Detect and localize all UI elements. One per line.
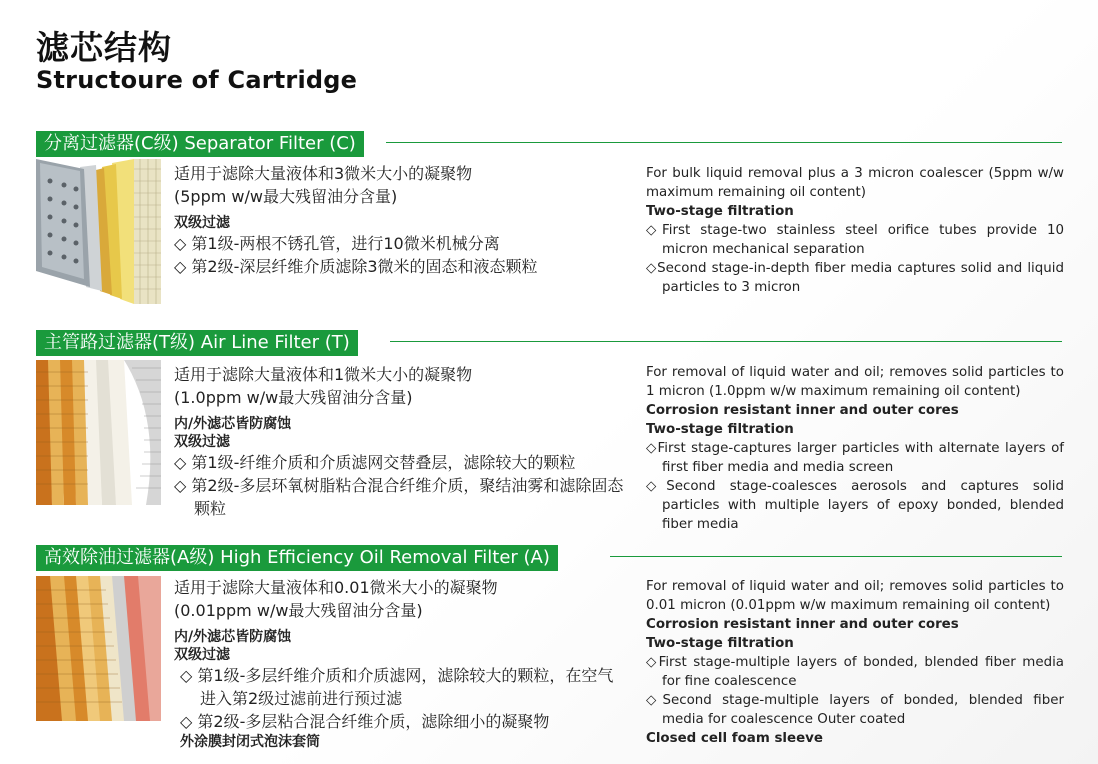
section-divider — [610, 556, 1062, 557]
cartridge-illustration-t — [36, 360, 161, 505]
feature-heading: 双级过滤 — [174, 215, 230, 231]
description-en — [646, 164, 1064, 297]
section-divider — [390, 341, 1062, 342]
stage-item-1: ◇First stage-two stainless steel orifice tubes provide 10 micron mechanical separation — [646, 223, 1064, 257]
intro-text: For removal of liquid water and oil; removes solid particles to 1 micron (1.0ppm w/w maximum remaining oil content) — [646, 365, 1064, 399]
stage-item-2: ◇Second stage-multiple layers of bonded, blended fiber media for coalescence Outer coated — [646, 693, 1064, 727]
stage-item-2: ◇Second stage-coalesces aerosols and captures solid particles with multiple layers of epoxy bonded, blended fiber media — [646, 479, 1064, 532]
section-header: 主管路过滤器(T级) Air Line Filter (T) — [36, 330, 358, 356]
feature-subheading: 双级过滤 — [174, 647, 230, 663]
intro-line-1: 适用于滤除大量液体和1微米大小的凝聚物 — [174, 365, 473, 384]
intro-text: For removal of liquid water and oil; removes solid particles to 0.01 micron (0.01ppm w/w maximum remaining oil content) — [646, 579, 1064, 613]
description-cn — [174, 576, 624, 751]
stage-item-1: ◇First stage-captures larger particles with alternate layers of first fiber media and media screen — [646, 441, 1064, 475]
description-cn — [174, 162, 624, 278]
section-divider — [386, 142, 1062, 143]
description-cn — [174, 363, 624, 520]
feature-heading: 内/外滤芯皆防腐蚀 — [174, 629, 292, 645]
intro-line-2: (1.0ppm w/w最大残留油分含量) — [174, 388, 413, 407]
section-header: 高效除油过滤器(A级) High Efficiency Oil Removal Filter (A) — [36, 545, 558, 571]
intro-text: For bulk liquid removal plus a 3 micron coalescer (5ppm w/w maximum remaining oil content) — [646, 166, 1064, 200]
description-en — [646, 363, 1064, 534]
intro-line-1: 适用于滤除大量液体和0.01微米大小的凝聚物 — [174, 578, 498, 597]
stage-item-1: ◇ 第1级-两根不锈孔管，进行10微米机械分离 — [174, 234, 500, 253]
page-title-en: Structoure of Cartridge — [36, 66, 358, 94]
stage-item-2: ◇ 第2级-深层纤维介质滤除3微米的固态和液态颗粒 — [174, 257, 538, 276]
stage-item-1: ◇ 第1级-多层纤维介质和介质滤网，滤除较大的颗粒，在空气进入第2级过滤前进行预过滤 — [180, 666, 614, 708]
intro-line-2: (5ppm w/w最大残留油分含量) — [174, 187, 398, 206]
page-title-cn: 滤芯结构 — [36, 28, 172, 67]
stage-item-2: ◇ 第2级-多层环氧树脂粘合混合纤维介质，聚结油雾和滤除固态颗粒 — [174, 476, 624, 518]
feature-subheading: Two-stage filtration — [646, 636, 794, 651]
stage-item-2: ◇ 第2级-多层粘合混合纤维介质，滤除细小的凝聚物 — [180, 712, 550, 731]
feature-heading: Corrosion resistant inner and outer cores — [646, 403, 959, 418]
intro-line-2: (0.01ppm w/w最大残留油分含量) — [174, 601, 423, 620]
description-en — [646, 577, 1064, 748]
sleeve-note: 外涂膜封闭式泡沫套筒 — [180, 734, 320, 750]
feature-subheading: Two-stage filtration — [646, 422, 794, 437]
feature-subheading: 双级过滤 — [174, 434, 230, 450]
feature-heading: 内/外滤芯皆防腐蚀 — [174, 416, 292, 432]
stage-item-1: ◇First stage-multiple layers of bonded, blended fiber media for fine coalescence — [646, 655, 1064, 689]
cartridge-illustration-c — [36, 159, 161, 304]
stage-item-1: ◇ 第1级-纤维介质和介质滤网交替叠层，滤除较大的颗粒 — [174, 453, 576, 472]
feature-heading: Two-stage filtration — [646, 204, 794, 219]
cartridge-illustration-a — [36, 576, 161, 721]
feature-heading: Corrosion resistant inner and outer cores — [646, 617, 959, 632]
intro-line-1: 适用于滤除大量液体和3微米大小的凝聚物 — [174, 164, 473, 183]
stage-item-2: ◇Second stage-in-depth fiber media captures solid and liquid particles to 3 micron — [646, 261, 1064, 295]
section-header: 分离过滤器(C级) Separator Filter (C) — [36, 131, 364, 157]
sleeve-note: Closed cell foam sleeve — [646, 731, 823, 746]
